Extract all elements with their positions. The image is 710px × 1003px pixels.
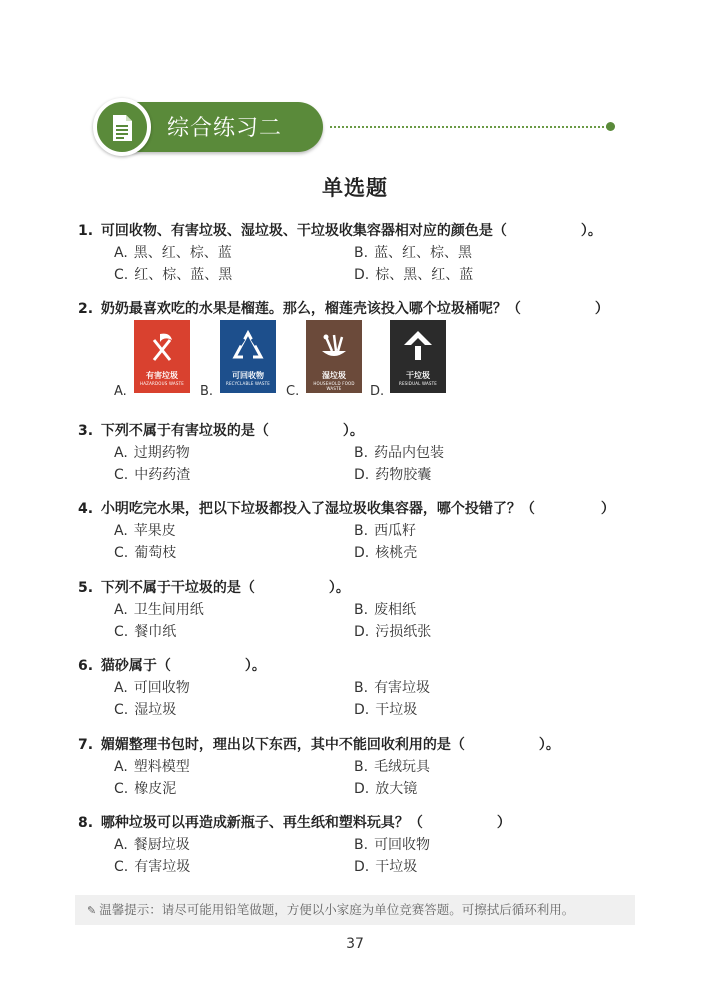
bin-recyclable-sub: RECYCLABLE WASTE [225,381,271,386]
question-3: 3. 下列不属于有害垃圾的是（ ）。 [78,423,364,439]
bin-household-food-sub: HOUSEHOLD FOOD WASTE [313,381,355,391]
question-4: 4. 小明吃完水果，把以下垃圾都投入了湿垃圾收集容器，哪个投错了？（ ） [78,501,615,517]
page-number: 37 [346,936,364,952]
bin-residual-name: 干垃圾 [406,371,430,380]
document-icon [110,114,134,142]
bin-recyclable-name: 可回收物 [232,371,264,380]
option-8d[interactable]: D. 干垃圾 [354,859,418,875]
banner-dotted-line [330,126,608,128]
food-waste-icon [316,329,352,365]
question-1: 1. 可回收物、有害垃圾、湿垃圾、干垃圾收集容器相对应的颜色是（ ）。 [78,223,602,239]
option-5c[interactable]: C. 餐巾纸 [114,624,177,640]
bin-hazardous-name: 有害垃圾 [146,371,178,380]
recycle-icon [231,329,265,363]
banner-dot [606,122,615,131]
bin-recyclable[interactable] [220,320,276,393]
question-6: 6. 猫砂属于（ ）。 [78,658,266,674]
option-8b[interactable]: B. 可回收物 [354,837,431,853]
option-1c[interactable]: C. 红、棕、蓝、黑 [114,267,233,283]
option-8c[interactable]: C. 有害垃圾 [114,859,191,875]
question-7: 7. 媚媚整理书包时，理出以下东西，其中不能回收利用的是（ ）。 [78,737,560,753]
section-banner [93,98,325,156]
option-8a[interactable]: A. 餐厨垃圾 [114,837,190,853]
option-6a[interactable]: A. 可回收物 [114,680,190,696]
option-6d[interactable]: D. 干垃圾 [354,702,418,718]
option-7a[interactable]: A. 塑料模型 [114,759,190,775]
question-8: 8. 哪种垃圾可以再造成新瓶子、再生纸和塑料玩具？（ ） [78,815,511,831]
option-1d[interactable]: D. 棕、黑、红、蓝 [354,267,474,283]
question-5: 5. 下列不属于干垃圾的是（ ）。 [78,580,350,596]
option-5b[interactable]: B. 废相纸 [354,602,417,618]
option-1a[interactable]: A. 黑、红、棕、蓝 [114,245,232,261]
banner-title: 综合练习二 [167,116,283,141]
tip-text: 温馨提示：请尽可能用铅笔做题，方便以小家庭为单位竞赛答题。可擦拭后循环利用。 [99,902,575,917]
banner-icon-circle [93,98,151,156]
option-5a[interactable]: A. 卫生间用纸 [114,602,204,618]
option-7c[interactable]: C. 橡皮泥 [114,781,177,797]
bin-residual[interactable] [390,320,446,393]
bin-label-c[interactable]: C. [286,384,300,399]
option-1b[interactable]: B. 蓝、红、棕、黑 [354,245,473,261]
option-7b[interactable]: B. 毛绒玩具 [354,759,431,775]
tip-box [75,895,635,925]
bin-hazardous[interactable] [134,320,190,393]
bin-label-b[interactable]: B. [200,384,214,399]
option-4d[interactable]: D. 核桃壳 [354,545,418,561]
residual-icon [401,328,435,364]
hazardous-icon [148,330,176,364]
option-6b[interactable]: B. 有害垃圾 [354,680,431,696]
option-3c[interactable]: C. 中药药渣 [114,467,191,483]
option-3a[interactable]: A. 过期药物 [114,445,190,461]
bin-label-a[interactable]: A. [114,384,127,399]
option-5d[interactable]: D. 污损纸张 [354,624,432,640]
option-6c[interactable]: C. 湿垃圾 [114,702,177,718]
option-4c[interactable]: C. 葡萄枝 [114,545,177,561]
bin-household-food[interactable] [306,320,362,393]
bin-hazardous-sub: HAZARDOUS WASTE [140,381,184,386]
option-3d[interactable]: D. 药物胶囊 [354,467,432,483]
option-7d[interactable]: D. 放大镜 [354,781,418,797]
bin-household-food-name: 湿垃圾 [322,371,346,380]
pencil-icon: ✎ [87,904,97,917]
option-4a[interactable]: A. 苹果皮 [114,523,176,539]
bin-label-d[interactable]: D. [370,384,385,399]
option-3b[interactable]: B. 药品内包装 [354,445,445,461]
option-4b[interactable]: B. 西瓜籽 [354,523,417,539]
question-2: 2. 奶奶最喜欢吃的水果是榴莲。那么，榴莲壳该投入哪个垃圾桶呢？（ ） [78,301,609,317]
section-title: 单选题 [322,176,388,200]
bin-residual-sub: RESIDUAL WASTE [398,381,438,386]
